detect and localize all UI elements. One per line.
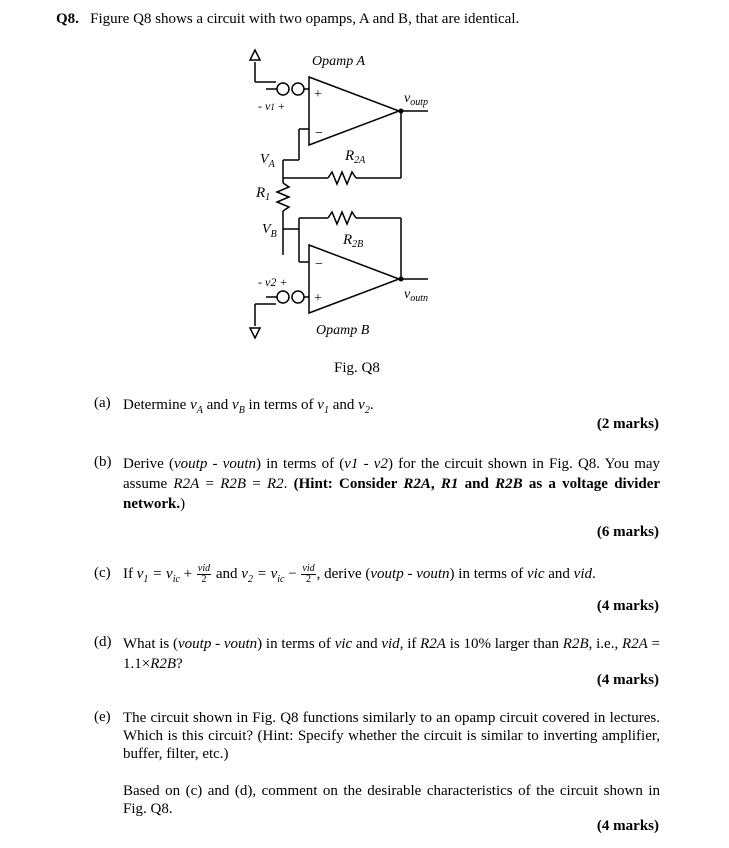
voutp-label: $v_{outp}$: [404, 91, 428, 108]
circuit-diagram: [0, 0, 729, 380]
opamp-b-triangle: [309, 245, 399, 313]
part-c-marks: (4 marks): [596, 598, 659, 614]
part-d-marks: (4 marks): [596, 672, 659, 688]
opamp-a-label: Opamp A: [312, 54, 366, 69]
part-e-paragraph-2: Based on (c) and (d), comment on the desirable characteristics of the circuit shown in Fig. Q8.: [123, 783, 660, 817]
opamp-b-minus: −: [315, 257, 323, 272]
r1-label: $R_1$: [256, 185, 271, 203]
r2b-resistor: [328, 212, 356, 224]
va-label: $V_A$: [260, 152, 275, 170]
v2-terminal-right: [292, 291, 304, 303]
r2a-label: $R_{2A}$: [345, 148, 366, 166]
down-arrow-icon: [250, 328, 260, 338]
part-e-paragraph-1: The circuit shown in Fig. Q8 functions similarly to an opamp circuit covered in lectures. Which is this circuit? (Hint: Specify whether the circuit is similar to inverting amplifier, buffer, filter, etc.): [123, 710, 660, 762]
opamp-b-plus: +: [314, 291, 322, 306]
part-a-marks: (2 marks): [596, 416, 659, 432]
part-b-label: (b): [94, 454, 112, 470]
v1-terminal-left: [277, 83, 289, 95]
vb-label: $V_B$: [262, 222, 277, 240]
v1-label: - v1 +: [258, 99, 285, 113]
part-d-text: What is (voutp - voutn) in terms of vic and vid, if R2A is 10% larger than R2B, i.e., R2A = 1.1×R2B?: [123, 636, 660, 672]
part-b-marks: (6 marks): [596, 524, 659, 540]
figure-caption: Fig. Q8: [334, 360, 380, 376]
r1-resistor: [277, 183, 289, 211]
part-e-label: (e): [94, 709, 111, 725]
opamp-a-minus: −: [315, 126, 323, 141]
part-e-marks: (4 marks): [596, 818, 659, 834]
v2-terminal-left: [277, 291, 289, 303]
r2a-resistor: [328, 172, 356, 184]
voutn-node-dot: [399, 277, 404, 282]
opamp-b-label: Opamp B: [316, 323, 370, 338]
part-a-text: Determine $v_A$ and $v_B$ in terms of $v_1$ and $v_2$.: [123, 397, 374, 416]
question-number: Q8.: [56, 11, 79, 27]
v1-terminal-right: [292, 83, 304, 95]
part-b-text: Derive (voutp - voutn) in terms of (v1 - v2) for the circuit shown in Fig. Q8. You may assume R2A = R2B = R2. (Hint: Consider R2A, R1 and R2B as a voltage divider network.): [123, 456, 661, 512]
part-c-text: If $v_1 = v_{ic}$ + $\frac{\text{vid}}{2}$ and $v_2 = v_{ic}$ − $\frac{\text{vid}}{2}$ , derive (voutp - voutn) in terms of vic and vid.: [123, 563, 596, 586]
part-d-label: (d): [94, 634, 112, 650]
voutn-label: $v_{outn}$: [404, 287, 428, 304]
up-arrow-icon: [250, 50, 260, 60]
v2-label: - v2 +: [258, 275, 288, 289]
r2b-label: $R_{2B}$: [343, 232, 364, 250]
fraction-vid-over-2-b: $\frac{\text{vid}}{2}$: [302, 563, 315, 586]
voutp-node-dot: [399, 109, 404, 114]
part-a-label: (a): [94, 395, 111, 411]
part-c-label: (c): [94, 565, 111, 581]
opamp-a-plus: +: [314, 87, 322, 102]
fraction-vid-over-2: $\frac{\text{vid}}{2}$: [197, 563, 211, 586]
question-intro: Figure Q8 shows a circuit with two opamps, A and B, that are identical.: [90, 11, 520, 27]
